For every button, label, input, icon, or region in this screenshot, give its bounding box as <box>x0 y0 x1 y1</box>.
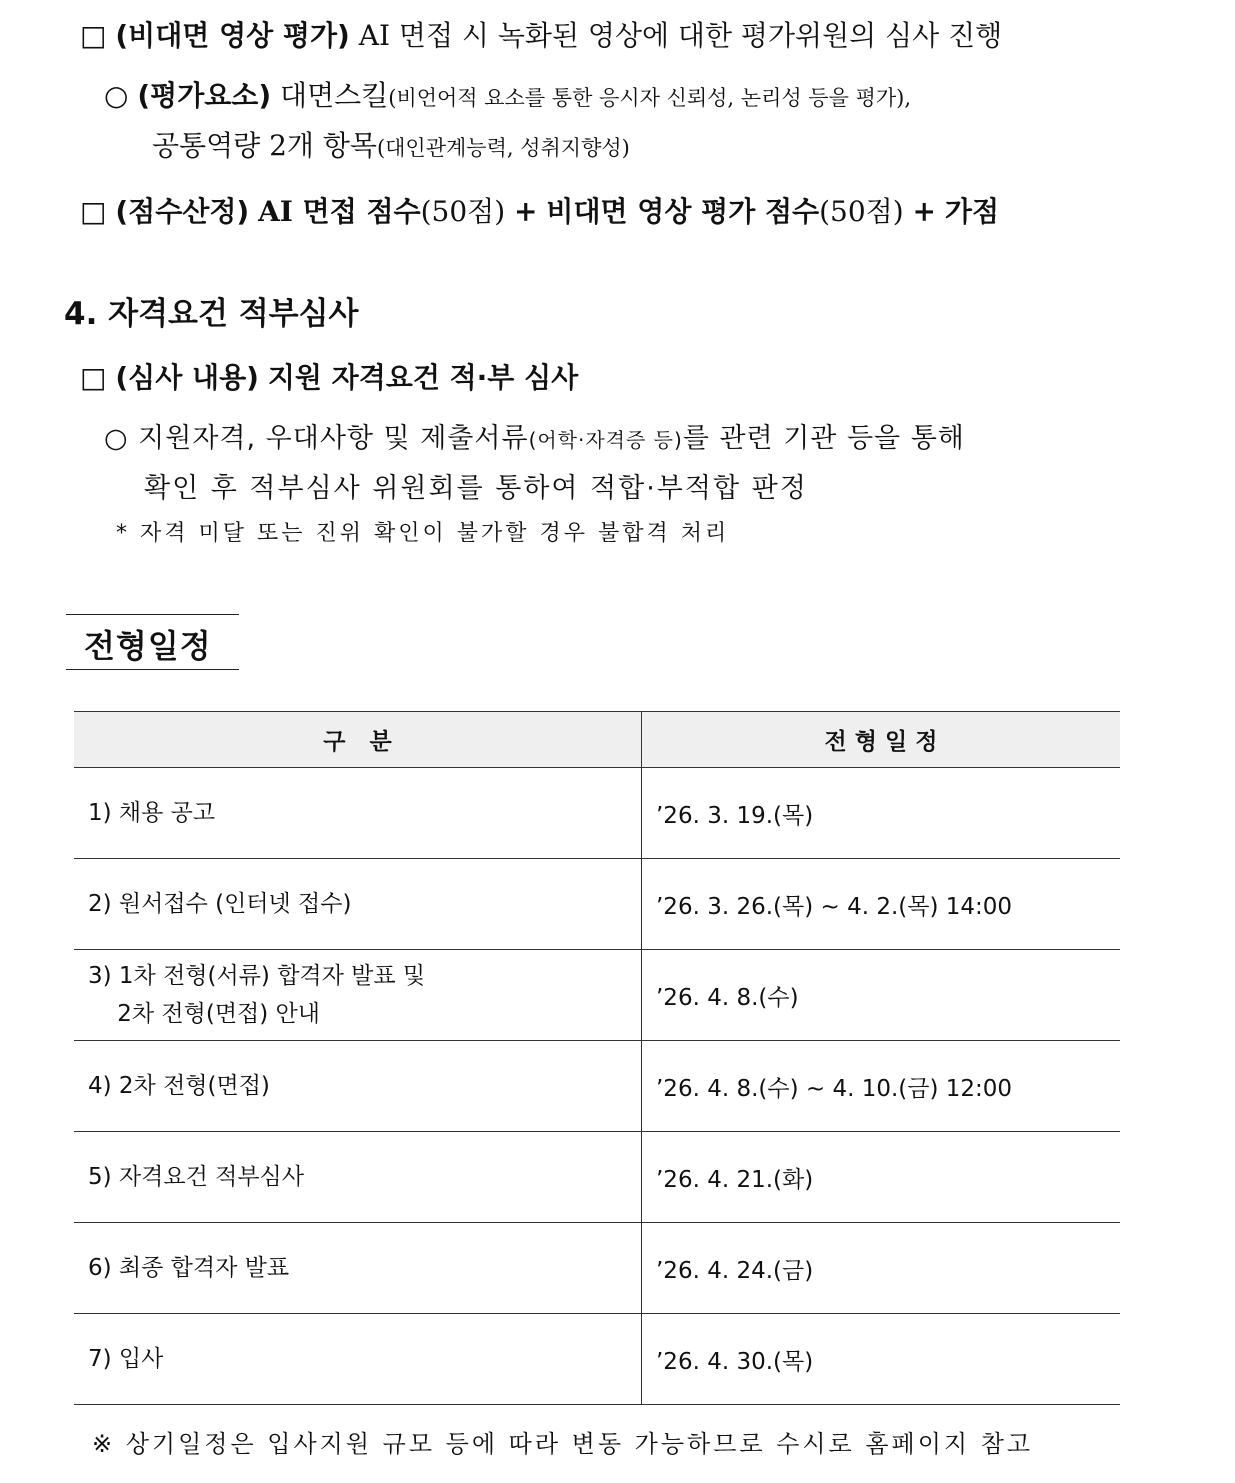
step-date: ’26. 4. 21.(화) <box>642 1132 1121 1223</box>
table-row <box>74 1223 1120 1314</box>
circle-bullet-icon: ○ <box>104 79 129 112</box>
qualification-text-a: 지원자격, 우대사항 및 제출서류 <box>138 423 529 454</box>
qualification-detail: (어학·자격증 등) <box>528 428 683 452</box>
step-date: ’26. 4. 8.(수) <box>642 950 1121 1041</box>
review-content-bullet <box>80 356 578 396</box>
table-row <box>74 1132 1120 1223</box>
circle-bullet-icon: ○ <box>104 423 129 454</box>
table-row <box>74 1041 1120 1132</box>
review-content-text: 지원 자격요건 적·부 심사 <box>267 361 579 394</box>
step-name: 6) 최종 합격자 발표 <box>74 1223 642 1314</box>
video-eval-label: (비대면 영상 평가) <box>115 19 350 52</box>
table-row <box>74 950 1120 1041</box>
schedule-title-box <box>66 614 239 670</box>
eval-elements-label: (평가요소) <box>137 79 272 112</box>
table-row <box>74 859 1120 950</box>
bonus-points: 가점 <box>944 195 1000 228</box>
eval-elements-item <box>104 74 911 114</box>
schedule-note: ※ 상기일정은 입사지원 규모 등에 따라 변동 가능하므로 수시로 홈페이지 참고 <box>92 1430 1034 1458</box>
schedule-table <box>74 711 1120 1405</box>
step-date: ’26. 3. 19.(목) <box>642 768 1121 859</box>
checkbox-square-icon: □ <box>80 361 107 394</box>
step-date: ’26. 4. 8.(수) ~ 4. 10.(금) 12:00 <box>642 1041 1121 1132</box>
qualification-text-b: 를 관련 기관 등을 통해 <box>682 423 965 454</box>
ai-interview-score: AI 면접 점수 <box>258 195 421 228</box>
ai-interview-points: (50점) <box>420 195 506 228</box>
step-date: ’26. 4. 24.(금) <box>642 1223 1121 1314</box>
eval-elements-text: 대면스킬 <box>280 79 389 112</box>
column-header-category: 구 분 <box>74 712 642 768</box>
section4-heading: 4. 자격요건 적부심사 <box>64 296 359 332</box>
step-name: 7) 입사 <box>74 1314 642 1405</box>
schedule-title: 전형일정 <box>84 627 212 665</box>
step-name: 3) 1차 전형(서류) 합격자 발표 및 2차 전형(면접) 안내 <box>74 950 642 1041</box>
common-competency-text: 공통역량 2개 항목 <box>152 129 377 162</box>
step-date: ’26. 4. 30.(목) <box>642 1314 1121 1405</box>
review-content-label: (심사 내용) <box>115 361 259 394</box>
video-eval-points: (50점) <box>819 195 904 228</box>
table-header-row <box>74 712 1120 768</box>
step-date: ’26. 3. 26.(목) ~ 4. 2.(목) 14:00 <box>642 859 1121 950</box>
eval-elements-detail: (비언어적 요소를 통한 응시자 신뢰성, 논리성 등을 평가), <box>388 86 912 110</box>
step-name: 2) 원서접수 (인터넷 접수) <box>74 859 642 950</box>
plus-sign: + <box>912 195 936 228</box>
step-name: 5) 자격요건 적부심사 <box>74 1132 642 1223</box>
table-row <box>74 768 1120 859</box>
qualification-item <box>104 416 965 455</box>
disqualify-footnote: * 자격 미달 또는 진위 확인이 불가할 경우 불합격 처리 <box>116 521 730 546</box>
video-eval-bullet <box>80 14 1002 54</box>
video-eval-text: AI 면접 시 녹화된 영상에 대한 평가위원의 심사 진행 <box>358 19 1003 52</box>
checkbox-square-icon: □ <box>80 195 107 228</box>
video-eval-score: 비대면 영상 평가 점수 <box>546 195 820 228</box>
score-calc-label: (점수산정) <box>115 195 250 228</box>
table-row <box>74 1314 1120 1405</box>
checkbox-square-icon: □ <box>80 19 107 52</box>
step-name: 4) 2차 전형(면접) <box>74 1041 642 1132</box>
score-calc-bullet <box>80 190 999 230</box>
common-competency-detail: (대인관계능력, 성취지향성) <box>376 136 630 160</box>
step-name: 1) 채용 공고 <box>74 768 642 859</box>
eval-elements-line2 <box>152 124 630 164</box>
plus-sign: + <box>514 195 538 228</box>
column-header-schedule: 전 형 일 정 <box>642 712 1121 768</box>
qualification-line2: 확인 후 적부심사 위원회를 통하여 적합·부적합 판정 <box>144 473 808 504</box>
